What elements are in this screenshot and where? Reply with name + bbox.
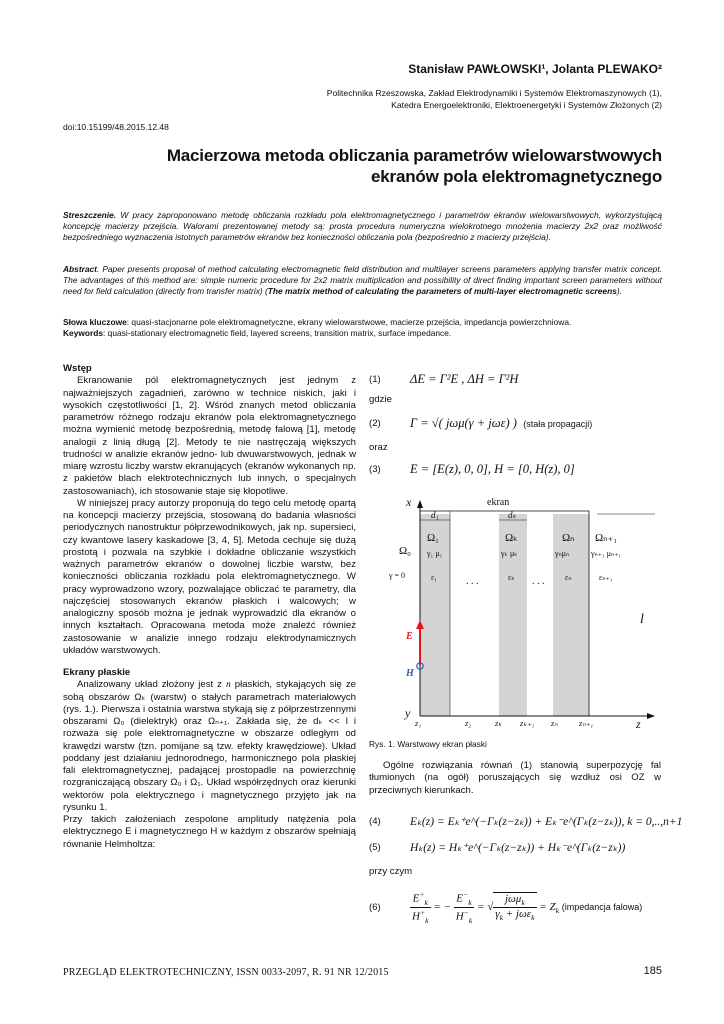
keywords-text: : quasi-stationary electromagnetic field, layered screens, transition matrix, surface impedance. [103,328,452,339]
equation-1: (1) ΔE = Γ²E , ΔH = Γ²H [369,372,519,386]
equation-6: (6) $\frac{E^+_k}{H^+_k}$ = − $\frac{E^-_k}{H^-_k}$ = √ $\frac{j\omega\mu_k}{\gamma_k + j\omega\varepsilon_k}$ = $Z_k$ (impedancja falowa) [369,890,643,925]
layer-1-params: γ₁ μ₁ [427,549,443,558]
equation-4: (4) Eₖ(z) = Eₖ⁺e^(−Γₖ(z−zₖ)) + Eₖ⁻e^(Γₖ(z−zₖ)), k = 0,..,n+1 [369,816,683,828]
affiliation-1: Politechnika Rzeszowska, Zakład Elektrodynamiki i Systemów Elektromaszynowych (1), [326,88,662,98]
doi: doi:10.15199/48.2015.12.48 [63,122,169,132]
x-axis-arrow [417,500,423,508]
dots-2: . . . [532,576,545,587]
equation-5: (5) Hₖ(z) = Hₖ⁺e^(−Γₖ(z−zₖ)) + Hₖ⁻e^(Γₖ(z−zₖ)) [369,842,626,854]
layer-n [553,514,589,716]
affiliations [327,88,662,111]
page-number: 185 [643,965,662,977]
slowa-label: Słowa kluczowe [63,317,127,327]
equation-2-formula: Γ = √( jωμ(γ + jωε) ) (stała propagacji) [410,416,593,430]
layer-n-params: γₙμₙ [555,549,570,558]
abstract-english-title: The matrix method of calculating the parameters of multi-layer electromagnetic screens [267,286,617,297]
equation-6-note: (impedancja falowa) [561,901,643,912]
ekrany-paragraph-2: Przy takich założeniach zespolone amplitudy natężenia pola elektrycznego E i magnetycznego H w każdym z obszarów spełniają równanie Helmholtza: [63,814,356,850]
H-vector-label: H [406,668,414,679]
layer-k-eps: εₖ [508,573,515,582]
streszczenie [63,210,662,243]
equation-4-formula: Eₖ(z) = Eₖ⁺e^(−Γₖ(z−zₖ)) + Eₖ⁻e^(Γₖ(z−zₖ)), k = 0,..,n+1 [410,816,683,828]
z-tick-n: zₙ [551,718,558,728]
omega-k-label: Ωₖ [505,532,518,544]
figure-layered-screen [369,492,662,732]
dots-1: . . . [466,576,479,587]
dk-label: dₖ [508,510,517,520]
d1-label: d₁ [431,510,439,520]
ekrany-paragraph-1: Analizowany układ złożony jest z n płaskich, stykających się ze sobą obszarów Ωₖ (warstw) o stałych parametrach materiałowych (rys. 1.). Pierwsza i ostatnia warstwa stykają się z półprzestrzennymi obszarami Ω₀ (dielektryk) oraz Ωₙ₊₁. Zakłada się, że dₖ << l i rozważa się pole elektromagnetyczne w obszarze odległym od krawędzi warstw (tzn. pomijane są tzw. efekty krawędziowe). Układ poddany jest działaniu jednorodnego, harmonicznego pola płaskiej fali elektromagnetycznej, padającej prostopadle na powierzchnię rozgraniczającą obszary Ω₀ i Ω₁. Układ współrzędnych oraz kierunki wektorów pola elektrycznego i magnetycznego przyjęto jak na rysunku 1. [63,679,356,813]
layer-n-eps: εₙ [565,573,572,582]
equation-3: (3) E = [E(z), 0, 0], H = [0, H(z), 0] [369,462,575,476]
left-column [63,363,356,851]
equation-6-formula: $\frac{E^+_k}{H^+_k}$ = − $\frac{E^-_k}{H^-_k}$ = √ $\frac{j\omega\mu_k}{\gamma_k + j\omega\varepsilon_k}$ = $Z_k$ (impedancja falowa) [412,890,643,925]
authors: Stanisław PAWŁOWSKI¹, Jolanta PLEWAKO² [408,62,662,76]
y-axis-label: y [405,706,411,720]
layer-n1-eps: εₙ₊₁ [599,573,613,582]
l-label: l [640,612,644,627]
equation-2: (2) Γ = √( jωμ(γ + jωε) ) (stała propagacji) [369,416,593,430]
keywords-label: Keywords [63,328,104,339]
heading-ekrany-plaskie: Ekrany płaskie [63,667,131,678]
affiliation-2: Katedra Energoelektroniki, Elektroenergetyki i Systemów Złożonych (2) [391,99,662,110]
equation-1-formula: ΔE = Γ²E , ΔH = Γ²H [410,372,519,386]
omega-0-label: Ω₀ [399,545,412,557]
streszczenie-text: W pracy zaproponowano metodę obliczania rozkładu pola elektromagnetycznego i parametrów ekranów wielowarstwowych, wykorzystującą koncepcję macierzy przejścia. Walorami prezentowanej metody są: prosta procedura numeryczna wielokrotnego mnożenia macierzy 2x2 oraz możliwość bezpośredniego wyznaczenia istotnych parametrów ekranów bez konieczności obliczania pola (bezpośrednio z macierzy przejścia). [63,210,663,243]
layer-k [499,514,527,716]
title-line-2: ekranów pola elektromagnetycznego [371,167,662,186]
omega-1-label: Ω₁ [427,532,440,544]
omega-n1-label: Ωₙ₊₁ [595,532,618,544]
equation-2-note: (stała propagacji) [523,419,593,429]
equation-3-formula: E = [E(z), 0, 0], H = [0, H(z), 0] [410,462,575,476]
layer-1 [420,514,450,716]
wstep-paragraph-2: W niniejszej pracy autorzy proponują do tego celu metodę opartą na koncepcji macierzy przejścia, stosowaną do badania własności periodycznych nanostruktur półprzewodnikowych, jak np. supersieci, czy kwantowe lasery kaskadowe [3, 4, 5]. Metoda cechuje się dużą prostotą i pozwala na szybkie i dokładne obliczanie wszystkich ważnych parametrów ekranów o dowolnej liczbie warstw, bez konieczności obliczania rozkładu pola elektromagnetycznego. W pracy wyprowadzono wzory, pozwalające obliczać te parametry, dla najczęściej stosowanych ekranów płaskich i walcowych; w analogiczny sposób można je jednak wyprowadzić dla ekranów o innych kształtach. Opracowana metoda może znaleźć również zastosowanie w analizie innego rodzaju elektrodynamicznych układów warstwowych. [63,497,356,656]
z-tick-1: z₁ [415,718,422,728]
journal-footer: PRZEGLĄD ELEKTROTECHNICZNY, ISSN 0033-2097, R. 91 NR 12/2015 [63,967,389,978]
z-tick-2: z₂ [465,718,472,728]
layer-n1-params: γₙ₊₁ μₙ₊₁ [591,549,622,558]
slowa-text: : quasi-stacjonarne pole elektromagnetyczne, ekrany wielowarstwowe, macierze przejścia, impedancja powierzchniowa. [126,317,572,327]
E-vector-label: E [406,631,413,642]
equation-5-formula: Hₖ(z) = Hₖ⁺e^(−Γₖ(z−zₖ)) + Hₖ⁻e^(Γₖ(z−zₖ)) [410,842,626,854]
x-axis-label: x [406,495,412,509]
gdzie-text: gdzie [369,394,392,405]
z-axis-label: z [636,717,641,731]
ekran-label: ekran [487,497,510,508]
z-tick-k1: zₖ₊₁ [520,718,535,728]
right-paragraph-1: Ogólne rozwiązania równań (1) stanowią superpozycję fal tłumionych (na ogół) poruszających się wzdłuż osi OZ w przeciwnych kierunkach. [369,760,661,796]
oraz-text: oraz [369,442,388,453]
omega-n-label: Ωₙ [562,532,575,544]
heading-wstep: Wstęp [63,363,92,374]
gamma-0-label: γ = 0 [389,571,406,580]
layer-k-params: γₖ μₖ [501,549,518,558]
title-line-1: Macierzowa metoda obliczania parametrów wielowarstwowych [166,146,662,165]
keywords-block [63,317,662,339]
abstract: Abstract. Paper presents proposal of method calculating electromagnetic field distribution and multilayer screens parameters applying transfer matrix concept. The advantages of this method are: simple numeric procedure for 2x2 matrix multiplication and possibility of direct finding important screen parameters without need for field calculation (directly from transfer matrix) (The matrix method of calculating the parameters of multi-layer electromagnetic screens). [63,264,662,297]
streszczenie-label: Streszczenie. [63,210,117,220]
z-axis-arrow [647,713,655,719]
z-tick-k: zₖ [495,718,502,728]
paper-title [62,145,662,187]
wstep-paragraph-1: Ekranowanie pól elektromagnetycznych jest jednym z najważniejszych zagadnień, zarówno w technice niskich, jaki i wysokich częstotliwości [1, 2]. Wśród znanych metod obliczania parametrów różnego rodzaju ekranów pola elektromagnetycznego można wymienić metodę bezpośrednią, metodę falową [1], metodę analogii z linią długą [2]. Metody te nie nastręczają większych trudności w analizie ekranów jedno- lub dwuwarstwowych, jednak w miarę wzrostu liczby warstw ekranujących (ekranów wykonanych np. z pakietów blach elektrotechnicznych lub innych, o specjalnych zastosowaniach), ich stosowanie staje się kłopotliwe. [63,375,356,497]
z-tick-n1: zₙ₊₁ [579,718,594,728]
figure-caption: Rys. 1. Warstwowy ekran płaski [369,739,487,749]
przy-czym-text: przy czym [369,866,413,877]
abstract-label: Abstract [63,264,97,274]
layer-1-eps: ε₁ [431,573,438,582]
abstract-text: . Paper presents proposal of method calculating electromagnetic field distribution and multilayer screens parameters applying transfer matrix concept. The advantages of this method are: simple numeric procedure for 2x2 matrix multiplication and possibility of direct finding important screen parameters without need for field calculation (directly from transfer matrix) ( [63,264,662,297]
